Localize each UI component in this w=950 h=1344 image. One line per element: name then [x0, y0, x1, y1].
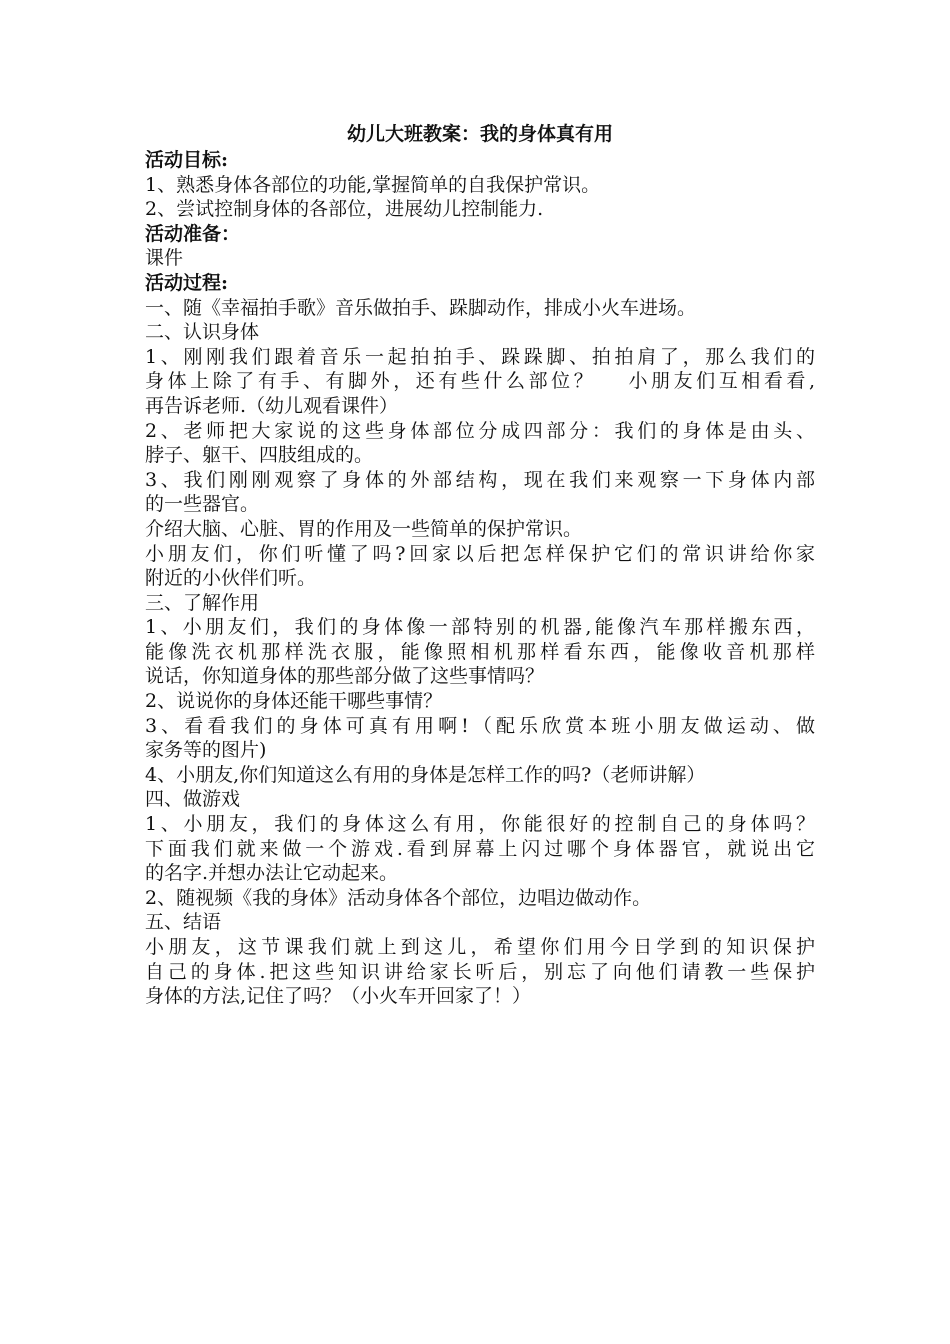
paragraph-line: 五、结语 — [145, 911, 222, 934]
paragraph-line: 小朋友，这节课我们就上到这儿，希望你们用今日学到的知识保护 — [145, 936, 815, 958]
paragraph-line: 2、随视频《我的身体》活动身体各个部位，边唱边做动作。 — [145, 886, 652, 909]
paragraph-line: 介绍大脑、心脏、胃的作用及一些简单的保护常识。 — [145, 517, 583, 540]
paragraph-line: 的一些器官。 — [145, 493, 260, 516]
paragraph-line: 四、做游戏 — [145, 788, 241, 811]
paragraph-line: 能像洗衣机那样洗衣服，能像照相机那样看东西，能像收音机那样 — [145, 640, 815, 663]
paragraph-line: 三、了解作用 — [145, 591, 260, 614]
paragraph-line: 课件 — [145, 247, 184, 270]
section-heading: 活动过程: — [145, 271, 229, 294]
paragraph-line: 脖子、躯干、四肢组成的。 — [145, 444, 374, 467]
paragraph-line: 2、说说你的身体还能干哪些事情？ — [145, 690, 443, 713]
paragraph-line: 二、认识身体 — [145, 321, 260, 344]
paragraph-line: 1、小朋友们，我们的身体像一部特别的机器,能像汽车那样搬东西， — [145, 616, 815, 639]
paragraph-line: 再告诉老师.（幼儿观看课件） — [145, 394, 399, 417]
paragraph-line: 一、随《幸福拍手歌》音乐做拍手、跺脚动作，排成小火车进场。 — [145, 296, 697, 319]
paragraph-line: 的名字.并想办法让它动起来。 — [145, 862, 399, 885]
paragraph-line: 3、我们刚刚观察了身体的外部结构，现在我们来观察一下身体内部 — [145, 468, 815, 491]
paragraph-line: 3、看看我们的身体可真有用啊!（配乐欣赏本班小朋友做运动、做 — [145, 714, 815, 737]
paragraph-line: 家务等的图片) — [145, 739, 267, 762]
paragraph-line: 下面我们就来做一个游戏.看到屏幕上闪过哪个身体器官，就说出它 — [145, 837, 815, 860]
paragraph-line: 说话，你知道身体的那些部分做了这些事情吗？ — [145, 665, 545, 688]
paragraph-line: 4、小朋友,你们知道这么有用的身体是怎样工作的吗?（老师讲解） — [145, 763, 706, 786]
section-heading: 活动准备： — [145, 222, 241, 245]
paragraph-line: 自己的身体.把这些知识讲给家长听后，别忘了向他们请教一些保护 — [145, 960, 815, 983]
document-title: 幼儿大班教案：我的身体真有用 — [346, 123, 613, 145]
paragraph-line: 小朋友们，你们听懂了吗?回家以后把怎样保护它们的常识讲给你家 — [145, 542, 815, 565]
paragraph-line: 附近的小伙伴们听。 — [145, 567, 317, 590]
section-heading: 活动目标: — [145, 149, 229, 171]
document-lines — [145, 148, 815, 1009]
paragraph-line: 身体上除了有手、有脚外，还有些什么部位？ 小朋友们互相看看, — [145, 370, 815, 393]
paragraph-line: 身体的方法,记住了吗？（小火车开回家了！） — [145, 985, 532, 1008]
paragraph-line: 2、老师把大家说的这些身体部位分成四部分：我们的身体是由头、 — [145, 419, 815, 442]
paragraph-line: 1、熟悉身体各部位的功能,掌握简单的自我保护常识。 — [145, 173, 601, 196]
paragraph-line: 2、尝试控制身体的各部位，进展幼儿控制能力. — [145, 198, 544, 221]
paragraph-line: 1、小朋友，我们的身体这么有用，你能很好的控制自己的身体吗？ — [145, 813, 815, 836]
document-body — [145, 120, 815, 1009]
paragraph-line: 1、刚刚我们跟着音乐一起拍拍手、跺跺脚、拍拍肩了，那么我们的 — [145, 345, 815, 368]
